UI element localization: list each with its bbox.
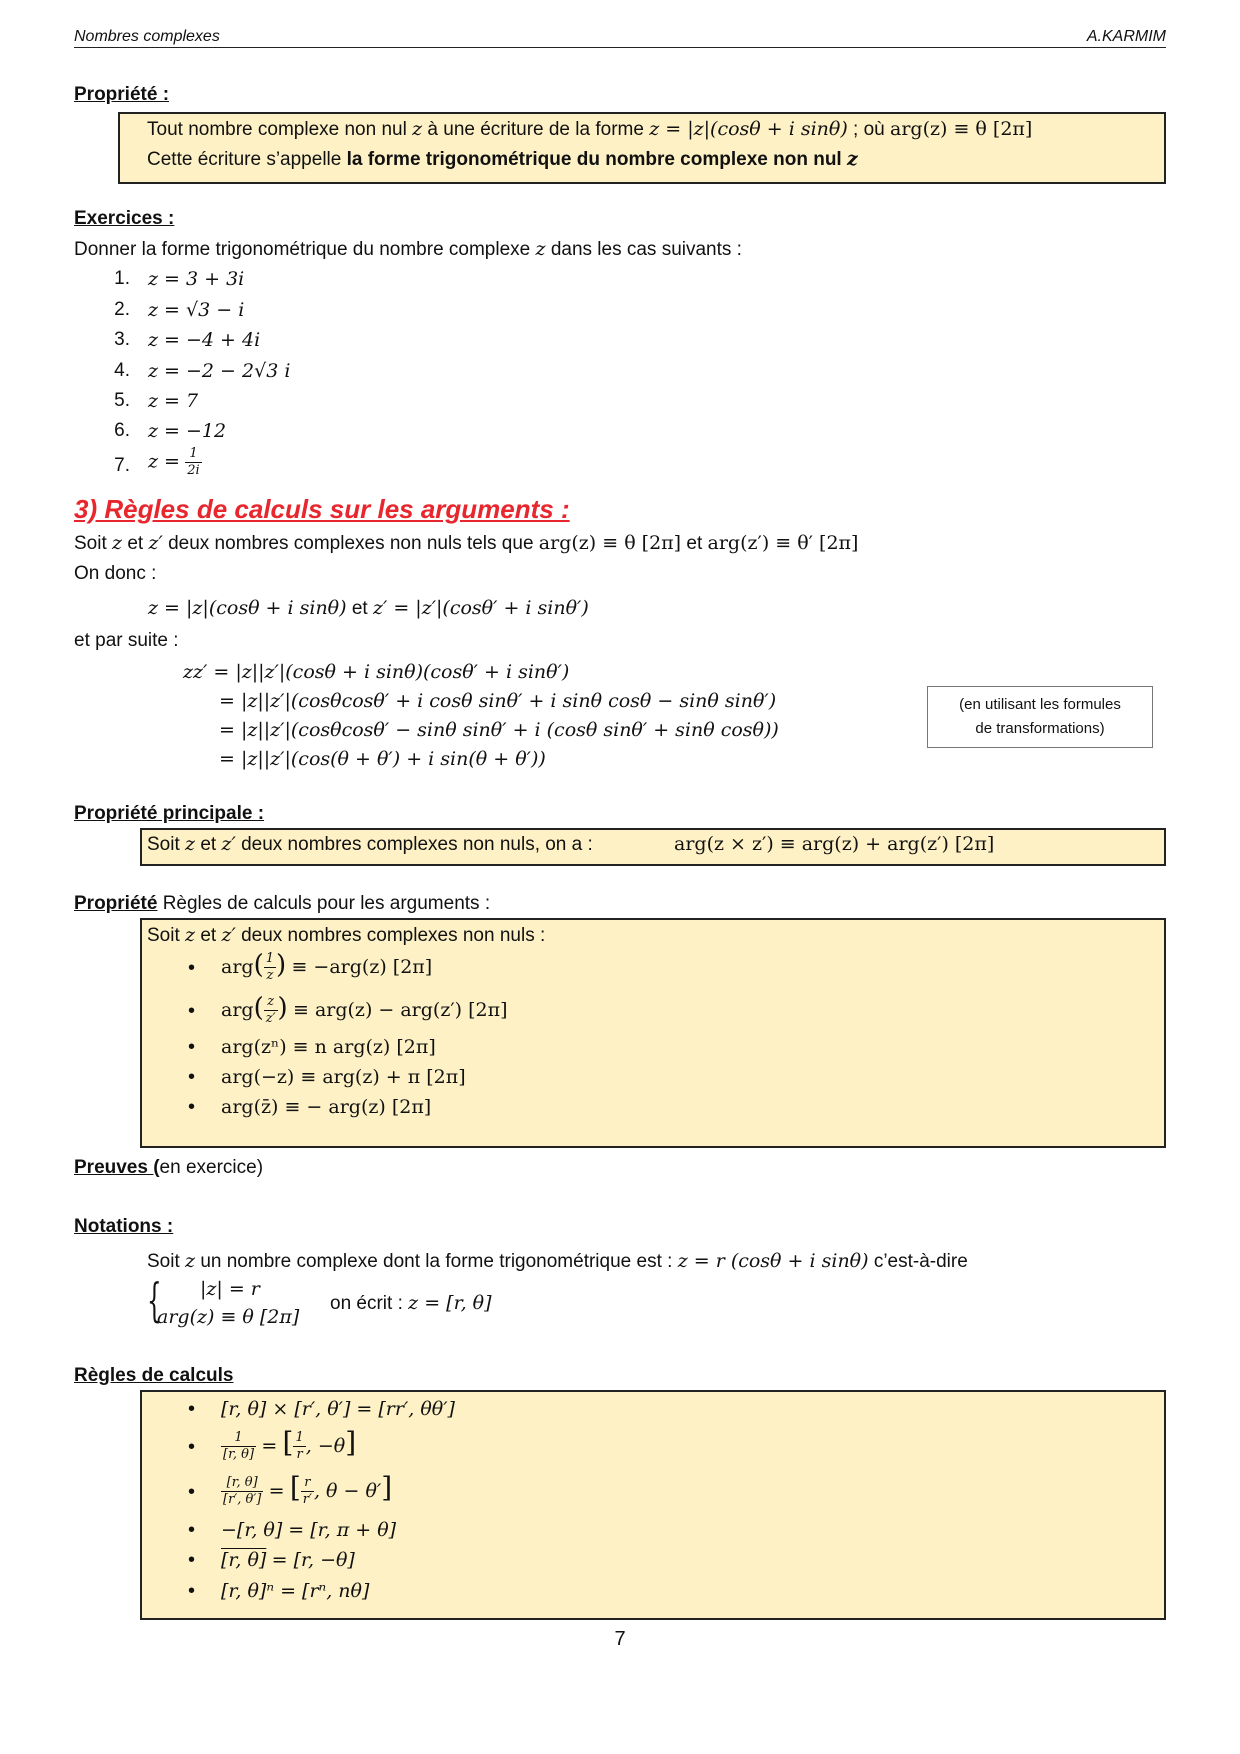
regle-calc-5: [r, θ] = [r, −θ]	[221, 1549, 355, 1571]
note-line-1: (en utilisant les formules	[959, 696, 1121, 713]
propriete-line1: Tout nombre complexe non nul z à une écriture de la forme z = |z|(cosθ + i sinθ) ; où arg(z) ≡ θ [2π]	[147, 118, 1033, 140]
propriete-line2: Cette écriture s’appelle la forme trigonométrique du nombre complexe non nul z	[147, 148, 858, 170]
regle-arg-1: arg( $\frac{1}{z}$ ) ≡ −arg(z) [2π]	[221, 950, 433, 984]
system-line-2: arg(z) ≡ θ [2π]	[157, 1306, 300, 1328]
bullet-icon: •	[188, 1066, 196, 1088]
forme-line: z = |z|(cosθ + i sinθ) et z′ = |z′|(cosθ′ + i sinθ′)	[148, 597, 589, 619]
ex-expr-1: z = 3 + 3i	[148, 268, 245, 290]
ex-num-2: 2.	[114, 299, 130, 320]
bullet-icon: •	[188, 1519, 196, 1541]
section-title: 3) Règles de calculs sur les arguments :	[74, 494, 570, 524]
exercices-intro: Donner la forme trigonométrique du nombre complexe z dans les cas suivants :	[74, 238, 742, 260]
calc-line-3: = |z||z′|(cosθcosθ′ − sinθ sinθ′ + i (cosθ sinθ′ + sinθ cosθ))	[219, 719, 779, 741]
ex-num-7: 7.	[114, 455, 130, 476]
ex-expr-6: z = −12	[148, 420, 227, 442]
regle-calc-1: [r, θ] × [r′, θ′] = [rr′, θθ′]	[221, 1398, 455, 1420]
on-ecrit: on écrit : z = [r, θ]	[330, 1292, 492, 1314]
propriete-principale-text: Soit z et z′ deux nombres complexes non nuls, on a :	[147, 833, 593, 855]
regles-intro: Soit z et z′ deux nombres complexes non nuls :	[147, 924, 546, 946]
page-number: 7	[614, 1628, 626, 1650]
regle-arg-5: arg(z̄) ≡ − arg(z) [2π]	[221, 1096, 432, 1118]
regle-arg-4: arg(−z) ≡ arg(z) + π [2π]	[221, 1066, 466, 1088]
propriete-heading: Propriété :	[74, 84, 170, 105]
ex-num-3: 3.	[114, 329, 130, 350]
header-right: A.KARMIM	[1086, 28, 1166, 45]
exercices-heading: Exercices :	[74, 208, 175, 229]
bullet-icon: •	[188, 957, 196, 979]
notations-heading: Notations :	[74, 1216, 174, 1237]
bullet-icon: •	[188, 1481, 196, 1503]
regle-calc-2: $\frac{1}{[r, \theta]}$ = [ $\frac{1}{r}$ , −θ]	[223, 1426, 357, 1463]
note-box	[927, 686, 1153, 748]
brace-icon: {	[147, 1273, 162, 1327]
ex-expr-2: z = √3 − i	[148, 299, 245, 321]
bullet-icon: •	[188, 1036, 196, 1058]
propriete-principale-formula: arg(z × z′) ≡ arg(z) + arg(z′) [2π]	[674, 833, 995, 855]
bullet-icon: •	[188, 1436, 196, 1458]
section-soit-line: Soit z et z′ deux nombres complexes non nuls tels que arg(z) ≡ θ [2π] et arg(z′) ≡ θ′ [2π]	[74, 532, 859, 554]
regle-arg-2: arg( $\frac{z}{z'}$ ) ≡ arg(z) − arg(z′) [2π]	[221, 993, 508, 1027]
ex-num-1: 1.	[114, 268, 130, 289]
ex-expr-4: z = −2 − 2√3 i	[148, 360, 291, 382]
notations-line: Soit z un nombre complexe dont la forme trigonométrique est : z = r (cosθ + i sinθ) c’est-à-dire	[147, 1250, 968, 1272]
bullet-icon: •	[188, 1096, 196, 1118]
on-donc: On donc :	[74, 563, 157, 584]
regles-calculs-heading: Règles de calculs	[74, 1365, 234, 1386]
header-left: Nombres complexes	[74, 28, 220, 45]
ex-expr-3: z = −4 + 4i	[148, 329, 261, 351]
note-line-2: de transformations)	[975, 720, 1105, 737]
regle-arg-3: arg(zⁿ) ≡ n arg(z) [2π]	[221, 1036, 436, 1058]
par-suite: et par suite :	[74, 630, 179, 651]
ex-num-4: 4.	[114, 360, 130, 381]
ex-expr-7: z = $\frac{1}{2i}$	[148, 446, 200, 478]
ex-num-5: 5.	[114, 390, 130, 411]
regle-calc-6: [r, θ]ⁿ = [rⁿ, nθ]	[221, 1580, 370, 1602]
propriete-regles-title: Propriété Règles de calculs pour les arguments :	[74, 893, 491, 914]
calc-line-1: zz′ = |z||z′|(cosθ + i sinθ)(cosθ′ + i sinθ′)	[183, 661, 570, 683]
bullet-icon: •	[188, 1549, 196, 1571]
regle-calc-4: −[r, θ] = [r, π + θ]	[221, 1519, 397, 1541]
bullet-icon: •	[188, 1398, 196, 1420]
calc-line-2: = |z||z′|(cosθcosθ′ + i cosθ sinθ′ + i sinθ cosθ − sinθ sinθ′)	[219, 690, 777, 712]
bullet-icon: •	[188, 1000, 196, 1022]
system-line-1: |z| = r	[200, 1278, 260, 1300]
bullet-icon: •	[188, 1580, 196, 1602]
calc-line-4: = |z||z′|(cos(θ + θ′) + i sin(θ + θ′))	[219, 748, 546, 770]
header-rule	[74, 47, 1166, 48]
ex-num-6: 6.	[114, 420, 130, 441]
propriete-principale-heading: Propriété principale :	[74, 803, 265, 824]
preuves-line: Preuves (en exercice)	[74, 1157, 264, 1178]
regle-calc-3: $\frac{[r, \theta]}{[r', \theta']}$ = [ $\frac{r}{r'}$ , θ − θ′]	[223, 1471, 393, 1508]
ex-expr-5: z = 7	[148, 390, 199, 412]
